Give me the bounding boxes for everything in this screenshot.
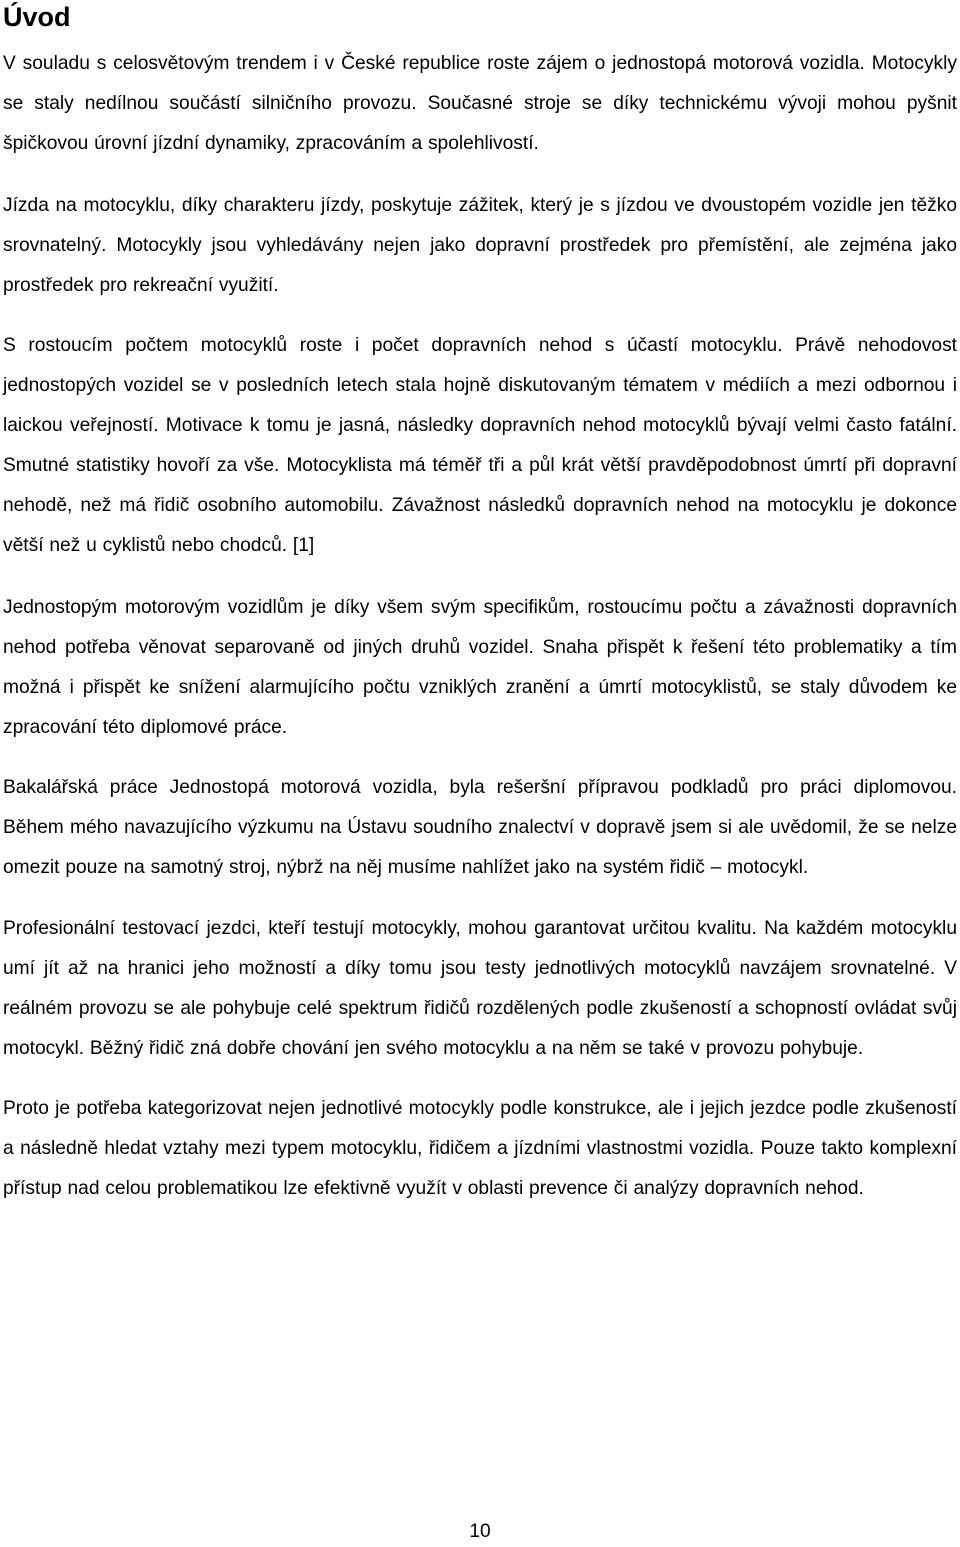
paragraph-3: S rostoucím počtem motocyklů roste i počet dopravních nehod s účastí motocyklu. Právě nehodovost jednostopých vozidel se v posledních letech stala hojně diskutovaným tématem v médiích a mezi odbornou i laickou veřejností. Motivace k tomu je jasná, následky dopravních nehod motocyklů bývají velmi často fatální. Smutné statistiky hovoří za vše. Motocyklista má téměř tři a půl krát větší pravděpodobnost úmrtí při dopravní nehodě, než má řidič osobního automobilu. Závažnost následků dopravních nehod na motocyklu je dokonce větší než u cyklistů nebo chodců. [1] [3,335,957,556]
section-heading: Úvod [3,2,71,32]
paragraph-6: Profesionální testovací jezdci, kteří testují motocykly, mohou garantovat určitou kvalitu. Na každém motocyklu umí jít až na hranici jeho možností a díky tomu jsou testy jednotlivých motocyklů navzájem srovnatelné. V reálném provozu se ale pohybuje celé spektrum řidičů rozdělených podle zkušeností a schopností ovládat svůj motocykl. Běžný řidič zná dobře chování jen svého motocyklu a na něm se také v provozu pohybuje. [3,918,957,1059]
paragraph-7: Proto je potřeba kategorizovat nejen jednotlivé motocykly podle konstrukce, ale i jejich jezdce podle zkušeností a následně hledat vztahy mezi typem motocyklu, řidičem a jízdními vlastnostmi vozidla. Pouze takto komplexní přístup nad celou problematikou lze efektivně využít v oblasti prevence či analýzy dopravních nehod. [3,1098,957,1199]
page-number: 10 [469,1521,491,1542]
paragraph-2: Jízda na motocyklu, díky charakteru jízdy, poskytuje zážitek, který je s jízdou ve dvoustopém vozidle jen těžko srovnatelný. Motocykly jsou vyhledávány nejen jako dopravní prostředek pro přemístění, ale zejména jako prostředek pro rekreační využití. [3,195,957,296]
paragraph-4: Jednostopým motorovým vozidlům je díky všem svým specifikům, rostoucímu počtu a závažnosti dopravních nehod potřeba věnovat separovaně od jiných druhů vozidel. Snaha přispět k řešení této problematiky a tím možná i přispět ke snížení alarmujícího počtu vzniklých zranění a úmrtí motocyklistů, se staly důvodem ke zpracování této diplomové práce. [3,597,957,738]
paragraph-1: V souladu s celosvětovým trendem i v České republice roste zájem o jednostopá motorová vozidla. Motocykly se staly nedílnou součástí silničního provozu. Současné stroje se díky technickému vývoji mohou pyšnit špičkovou úrovní jízdní dynamiky, zpracováním a spolehlivostí. [3,53,957,154]
document-page [3,0,957,1209]
paragraph-5: Bakalářská práce Jednostopá motorová vozidla, byla rešeršní přípravou podkladů pro práci diplomovou. Během mého navazujícího výzkumu na Ústavu soudního znalectví v dopravě jsem si ale uvědomil, že se nelze omezit pouze na samotný stroj, nýbrž na něj musíme nahlížet jako na systém řidič – motocykl. [3,777,957,878]
